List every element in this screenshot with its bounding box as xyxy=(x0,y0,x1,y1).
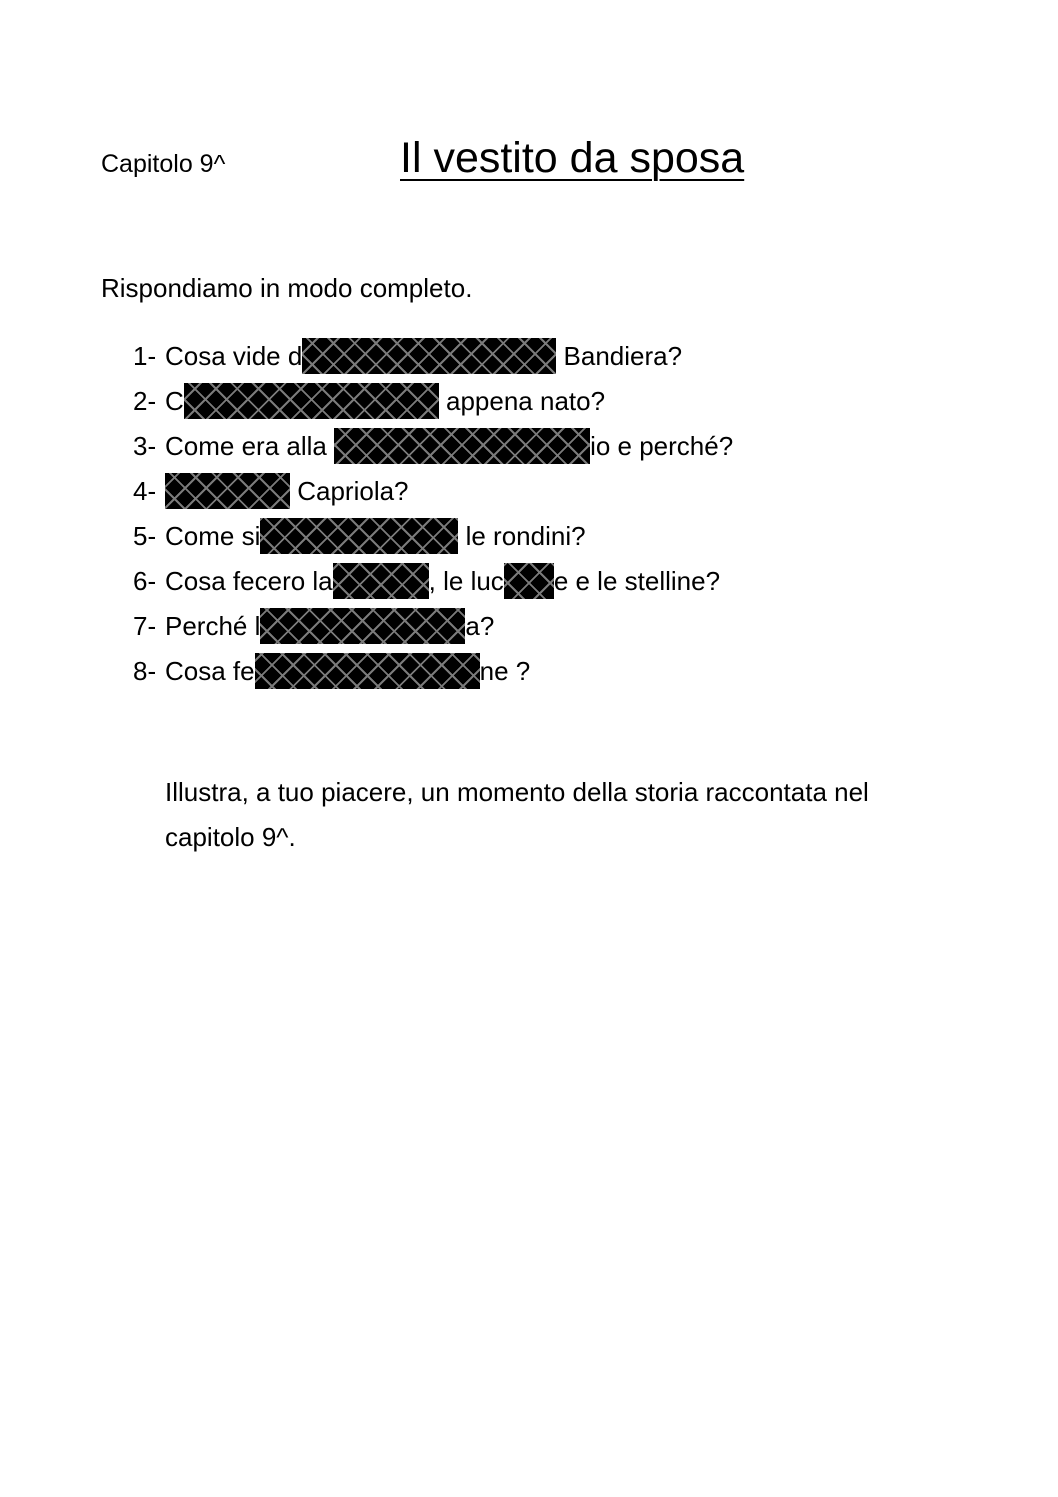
question-number: 2- xyxy=(133,385,157,416)
question-item xyxy=(133,468,733,513)
instruction-text: Rispondiamo in modo completo. xyxy=(101,273,473,303)
question-number: 6- xyxy=(133,565,157,596)
question-item xyxy=(133,648,733,693)
question-text-before: Cosa vide d xyxy=(165,340,303,371)
question-text-middle: , le luc xyxy=(428,565,504,596)
question-text-before: Come era alla xyxy=(165,430,335,461)
question-text-after: Capriola? xyxy=(290,475,409,506)
chapter-label: Capitolo 9^ xyxy=(101,150,226,178)
redaction-block xyxy=(255,653,480,689)
redaction-block xyxy=(184,383,439,419)
redaction-block xyxy=(504,563,554,599)
question-number: 8- xyxy=(133,655,157,686)
illustration-prompt: Illustra, a tuo piacere, un momento della storia raccontata nel capitolo 9^. xyxy=(165,777,869,852)
question-text-before: Cosa fe xyxy=(165,655,255,686)
question-text-after: io e perché? xyxy=(590,430,734,461)
question-text-before: Come si xyxy=(165,520,261,551)
redaction-block xyxy=(334,428,590,464)
question-number: 7- xyxy=(133,610,157,641)
redaction-block xyxy=(333,563,429,599)
question-text-after: e e le stelline? xyxy=(553,565,721,596)
question-item xyxy=(133,423,733,468)
question-number: 1- xyxy=(133,340,157,371)
question-text-before: C xyxy=(165,385,184,416)
redaction-block xyxy=(260,518,458,554)
page-title: Il vestito da sposa xyxy=(400,134,745,182)
question-text-after: ne ? xyxy=(479,655,531,686)
question-text-after: Bandiera? xyxy=(556,340,683,371)
question-item xyxy=(133,513,733,558)
question-text-after: a? xyxy=(465,610,495,641)
question-text-before: Perché l xyxy=(165,610,261,641)
redaction-block xyxy=(302,338,556,374)
question-item xyxy=(133,558,733,603)
question-item xyxy=(133,378,733,423)
question-item xyxy=(133,333,733,378)
question-item xyxy=(133,603,733,648)
question-list xyxy=(133,333,733,693)
question-number: 4- xyxy=(133,475,157,506)
question-number: 5- xyxy=(133,520,157,551)
question-number: 3- xyxy=(133,430,157,461)
question-text-after: appena nato? xyxy=(438,385,606,416)
redaction-block xyxy=(165,473,290,509)
question-text-before: Cosa fecero la xyxy=(165,565,333,596)
redaction-block xyxy=(260,608,465,644)
question-text-after: le rondini? xyxy=(458,520,586,551)
